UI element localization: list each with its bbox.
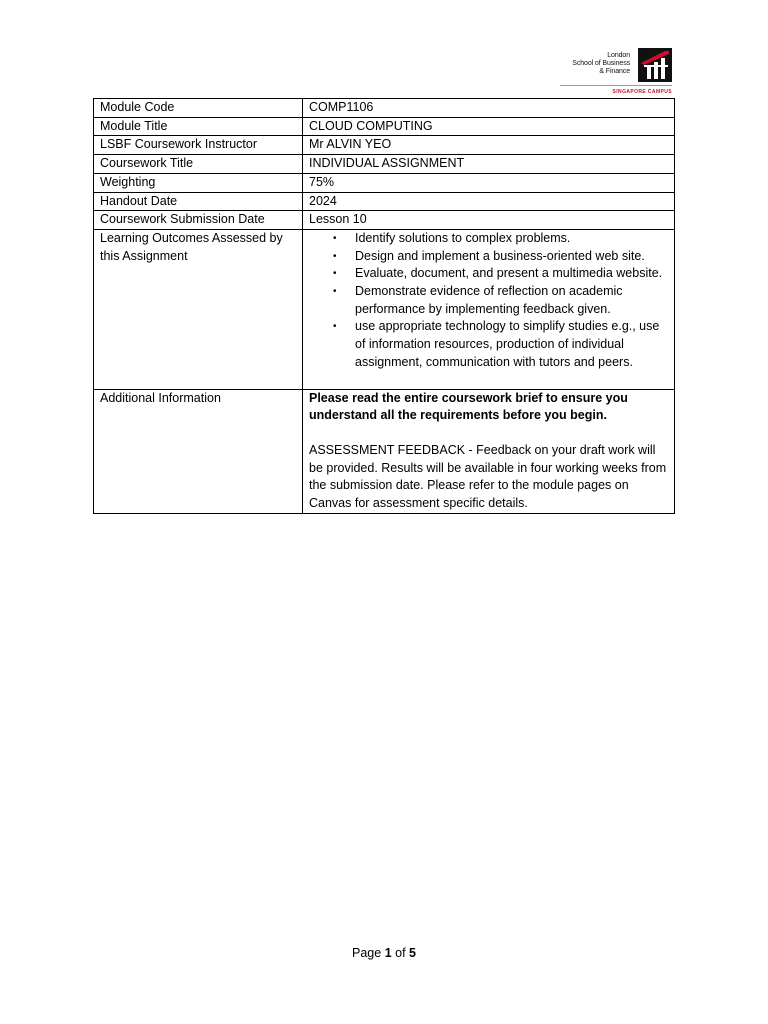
list-item: • Design and implement a business-oriented web site. (355, 248, 668, 266)
list-item: • Demonstrate evidence of reflection on academic performance by implementing feedback given. (355, 283, 668, 318)
list-item: • use appropriate technology to simplify studies e.g., use of information resources, production of individual assignment, communication with tutors and peers. (355, 318, 668, 371)
list-item: • Identify solutions to complex problems. (355, 230, 668, 248)
page-footer (0, 946, 768, 960)
coursework-info-table (93, 98, 675, 514)
additional-info-notice: Please read the entire coursework brief to ensure you understand all the requirements before you begin. (309, 390, 628, 423)
page-total: 5 (409, 946, 416, 960)
additional-info-label: Additional Information (94, 389, 303, 513)
list-item: • Evaluate, document, and present a multimedia website. (355, 265, 668, 283)
field-value: CLOUD COMPUTING (303, 117, 675, 136)
additional-info-row (94, 389, 675, 513)
learning-outcomes-label: Learning Outcomes Assessed by this Assignment (94, 229, 303, 389)
additional-info-cell (303, 389, 675, 513)
table-row (94, 117, 675, 136)
learning-outcomes-row (94, 229, 675, 389)
field-label: Handout Date (94, 192, 303, 211)
page-of-word: of (395, 946, 406, 960)
table-row (94, 173, 675, 192)
assessment-feedback-text: ASSESSMENT FEEDBACK - Feedback on your draft work will be provided. Results will be available in four working weeks from the submission date. Please refer to the module pages on Canvas for assessment specific details. (309, 442, 667, 511)
field-label: Module Title (94, 117, 303, 136)
learning-outcomes-list (309, 230, 668, 389)
lsbf-logo (560, 48, 672, 98)
field-label: Weighting (94, 173, 303, 192)
page-word: Page (352, 946, 382, 960)
logo-line-1: London (607, 52, 630, 59)
field-label: Coursework Title (94, 155, 303, 174)
logo-divider (560, 85, 672, 86)
table-row (94, 99, 675, 118)
learning-outcomes-cell (303, 229, 675, 389)
logo-line-3: & Finance (599, 68, 630, 75)
field-value: 75% (303, 173, 675, 192)
page-current: 1 (384, 946, 392, 960)
field-value: INDIVIDUAL ASSIGNMENT (303, 155, 675, 174)
table-row (94, 192, 675, 211)
table-row (94, 155, 675, 174)
table-row (94, 211, 675, 230)
logo-wordmark (572, 52, 630, 76)
field-value: Mr ALVIN YEO (303, 136, 675, 155)
field-label: LSBF Coursework Instructor (94, 136, 303, 155)
logo-campus-label: SINGAPORE CAMPUS (612, 89, 672, 95)
field-label: Coursework Submission Date (94, 211, 303, 230)
lsbf-emblem-icon (638, 48, 672, 82)
field-label: Module Code (94, 99, 303, 118)
field-value: COMP1106 (303, 99, 675, 118)
info-table-body (94, 99, 675, 514)
field-value: Lesson 10 (303, 211, 675, 230)
logo-line-2: School of Business (572, 60, 630, 67)
field-value: 2024 (303, 192, 675, 211)
table-row (94, 136, 675, 155)
